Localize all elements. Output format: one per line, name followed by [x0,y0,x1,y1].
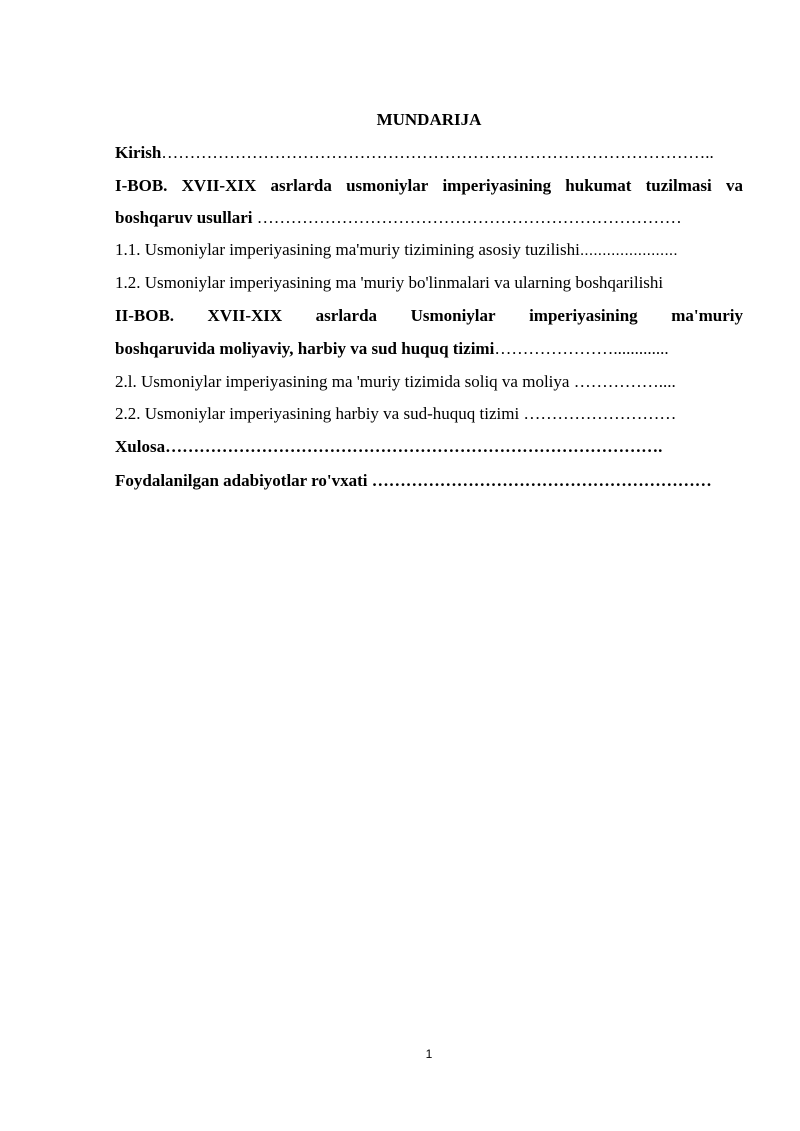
heading-word: tuzilmasi [645,176,712,195]
toc-leader-dots: ...................... [579,242,678,259]
heading-word: Usmoniylar [410,306,496,325]
toc-chapter-2-heading-cont [115,339,669,359]
toc-chapter-2-heading [115,306,743,326]
toc-entry-1-2 [115,273,663,293]
heading-word: va [725,176,743,195]
toc-entry-label: Xulosa [115,437,166,456]
toc-chapter-1-heading [115,176,743,196]
toc-entry-kirish [115,143,714,163]
heading-word: XVII-XIX [181,176,257,195]
toc-leader-dots: ……………………… [523,404,677,423]
toc-entry-xulosa [115,437,662,457]
toc-entry-2-2 [115,404,676,424]
heading-word: ma'muriy [671,306,743,325]
heading-word: usmoniylar [346,176,429,195]
heading-word: asrlarda [315,306,378,325]
heading-word: I-BOB. [115,176,168,195]
toc-entry-label: boshqaruv usullari [115,208,253,227]
toc-entry-label: 2.l. Usmoniylar imperiyasining ma 'muriy tizimida soliq va moliya [115,372,574,391]
page-number: 1 [425,1047,433,1061]
toc-entry-label: 1.2. Usmoniylar imperiyasining ma 'muriy bo'linmalari va ularning boshqarilishi [115,273,664,292]
heading-word: imperiyasining [529,306,638,325]
toc-entry-1-1 [115,240,678,261]
heading-word: asrlarda [270,176,332,195]
toc-entry-label: 1.1. Usmoniylar imperiyasining ma'muriy tizimining asosiy tuzilishi [115,240,580,259]
toc-leader-dots: …………………………………………………… [371,471,712,490]
heading-word: II-BOB. [115,306,175,325]
toc-entry-label: Kirish [115,143,162,162]
document-title: MUNDARIJA [376,110,482,129]
toc-entry-label: 2.2. Usmoniylar imperiyasining harbiy va sud-huquq tizimi [115,404,524,423]
toc-chapter-1-heading-cont [115,208,682,228]
toc-entry-label: boshqaruvida moliyaviy, harbiy va sud huquq tizimi [115,339,495,358]
toc-leader-dots: …………….... [573,372,676,391]
toc-leader-dots: ………………………………………………………………… [252,208,682,227]
toc-leader-dots: ……………………………………………………………………………. [165,437,663,456]
toc-entry-adabiyotlar [115,471,712,491]
toc-entry-2-1 [115,372,676,392]
toc-leader-dots: …………………............. [494,339,669,358]
heading-word: imperiyasining [442,176,552,195]
heading-word: hukumat [565,176,632,195]
toc-entry-label: Foydalanilgan adabiyotlar ro'vxati [115,471,372,490]
heading-word: XVII-XIX [207,306,283,325]
toc-leader-dots: …………………………………………………………………………………….. [161,143,714,162]
